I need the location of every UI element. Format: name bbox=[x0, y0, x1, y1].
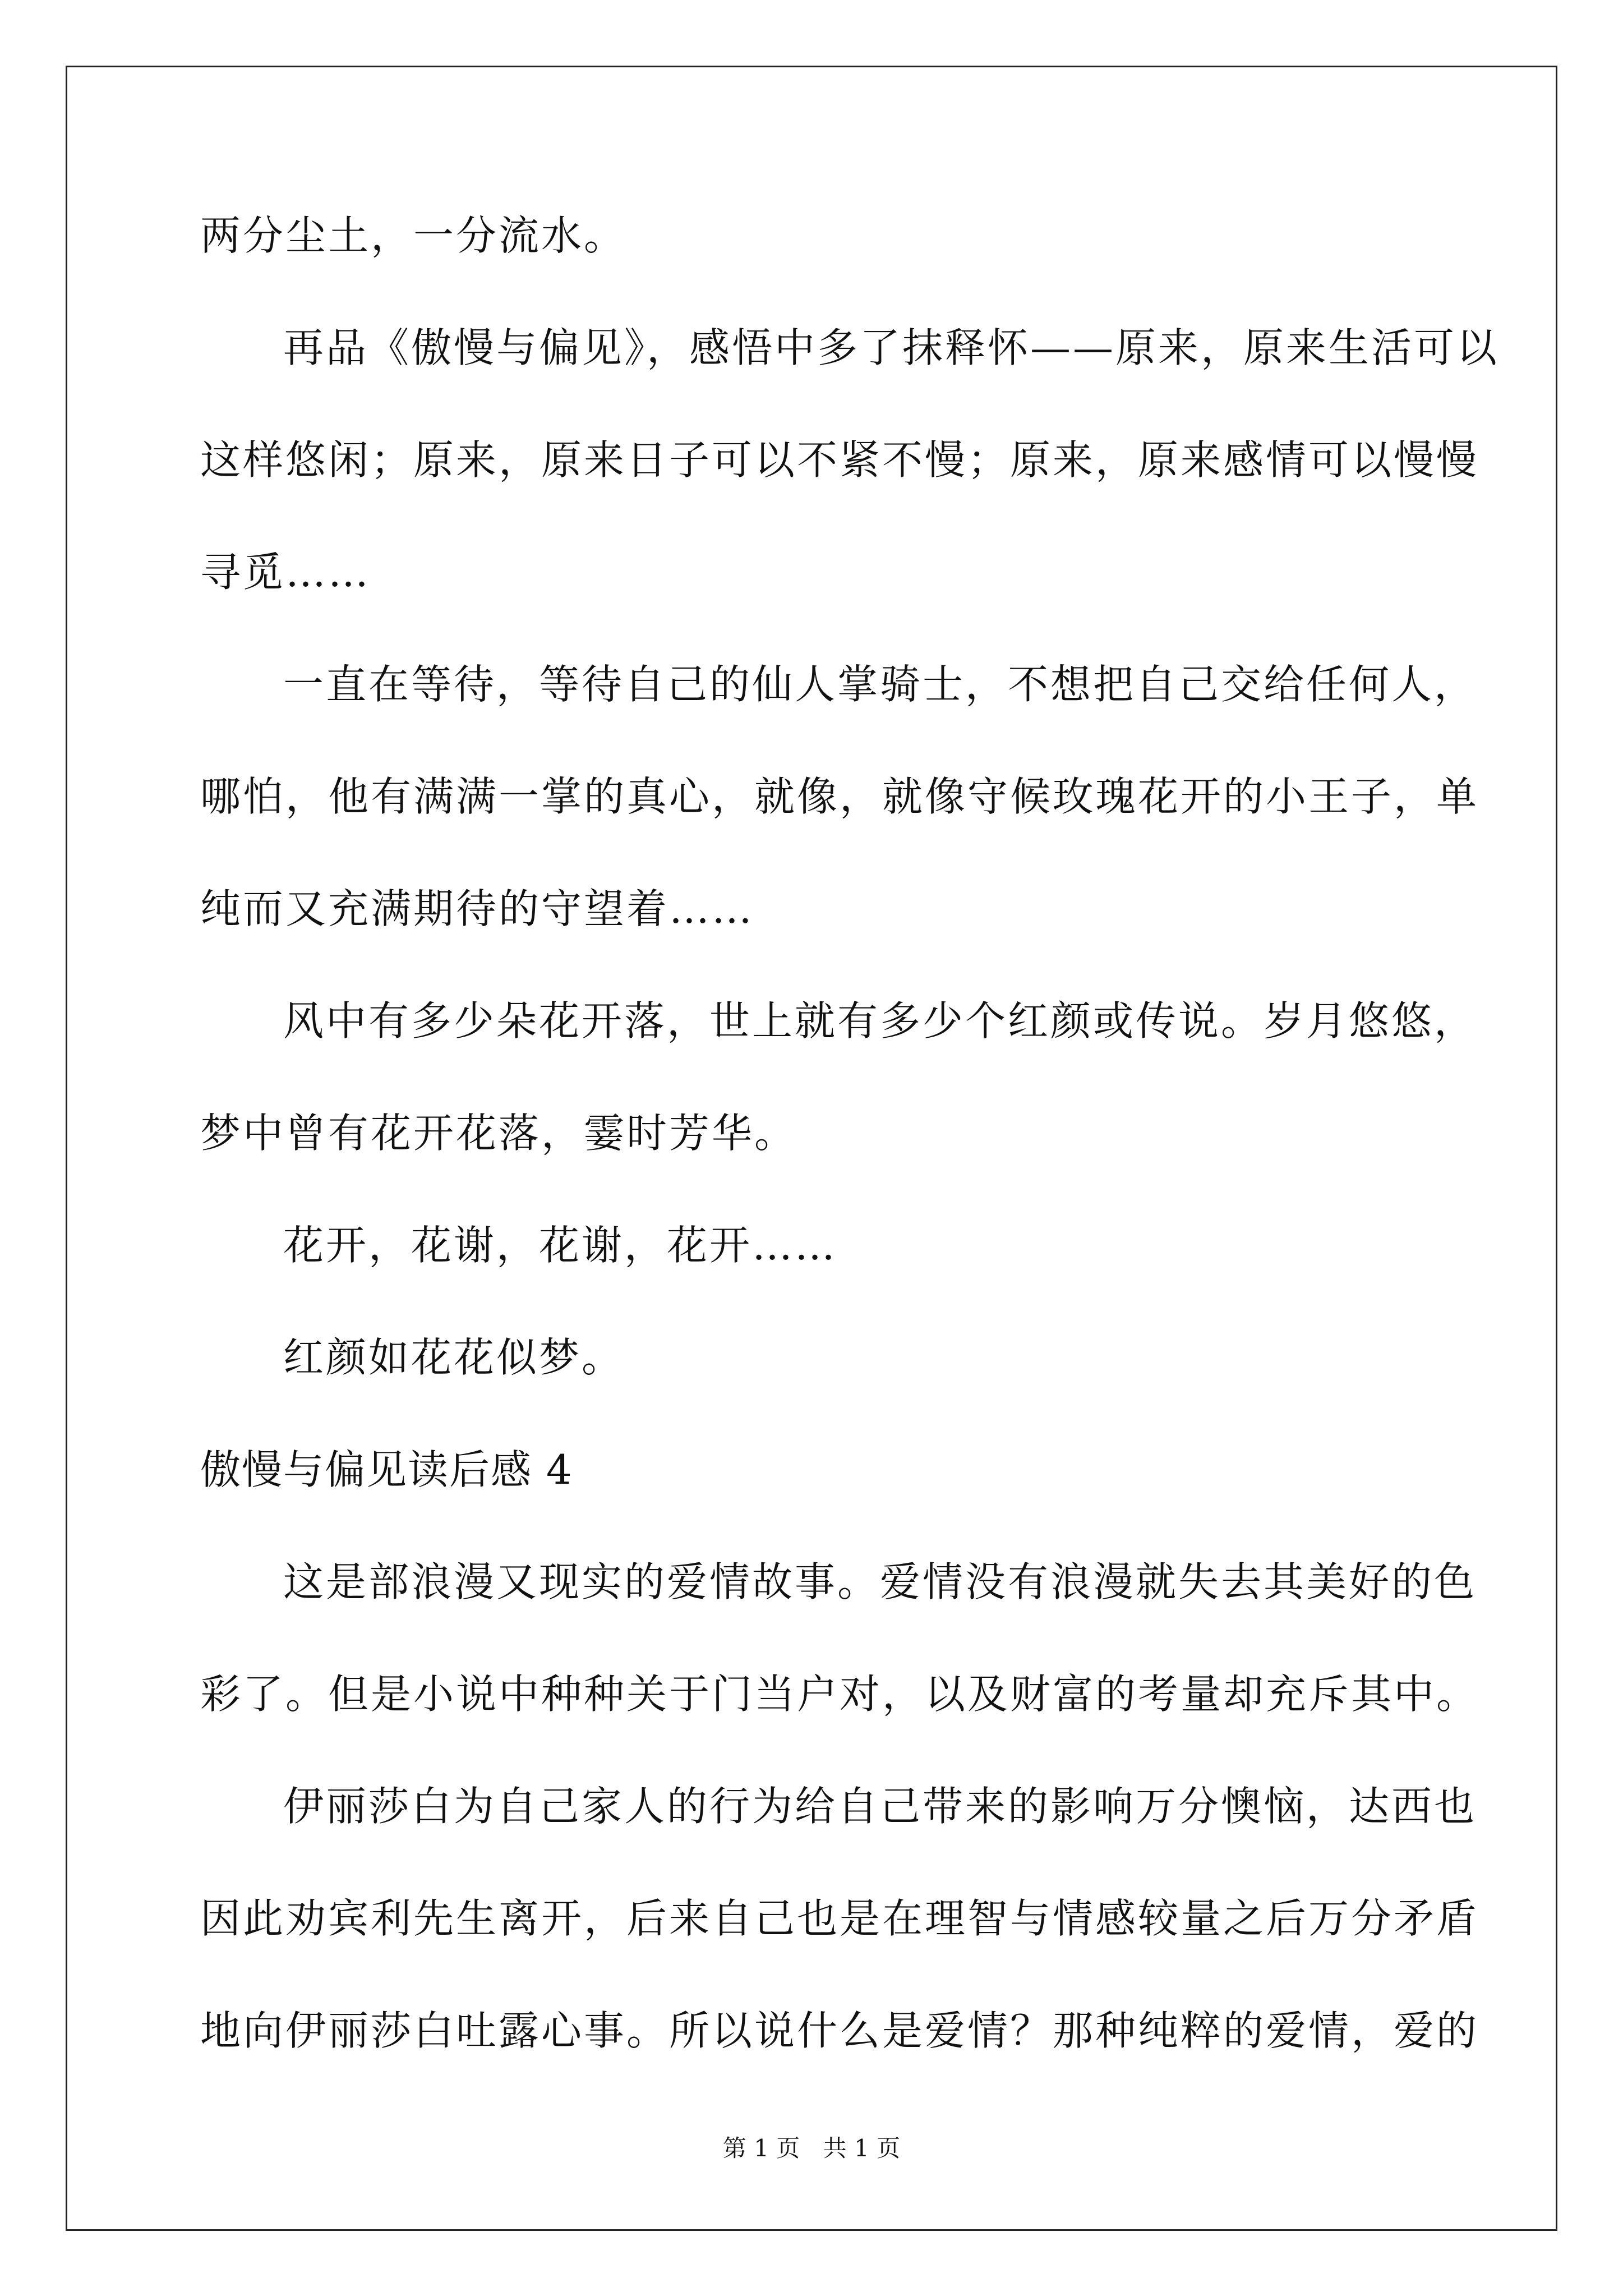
paragraph-line: 寻觅…… bbox=[200, 549, 371, 596]
page-number: 第 1 页 bbox=[722, 2134, 800, 2162]
section-heading: 傲慢与偏见读后感 4 bbox=[200, 1446, 573, 1493]
paragraph-line: 因此劝宾利先生离开，后来自己也是在理智与情感较量之后万分矛盾 bbox=[200, 1895, 1479, 1942]
paragraph-line: 梦中曾有花开花落，霎时芳华。 bbox=[200, 1110, 797, 1157]
paragraph-line: 红颜如花花似梦。 bbox=[283, 1334, 625, 1381]
paragraph-line: 彩了。但是小说中种种关于门当户对，以及财富的考量却充斥其中。 bbox=[200, 1671, 1479, 1718]
paragraph-line: 一直在等待，等待自己的仙人掌骑士，不想把自己交给任何人， bbox=[283, 661, 1477, 708]
paragraph-line: 伊丽莎白为自己家人的行为给自己带来的影响万分懊恼，达西也 bbox=[283, 1783, 1477, 1830]
paragraph-line: 纯而又充满期待的守望着…… bbox=[200, 885, 755, 932]
page-footer bbox=[0, 2132, 1623, 2165]
page-total: 共 1 页 bbox=[823, 2134, 901, 2162]
paragraph-line: 花开，花谢，花谢，花开…… bbox=[283, 1222, 838, 1269]
paragraph-line: 两分尘土，一分流水。 bbox=[200, 212, 627, 259]
paragraph-line: 这样悠闲；原来，原来日子可以不紧不慢；原来，原来感情可以慢慢 bbox=[200, 436, 1479, 484]
paragraph-line: 这是部浪漫又现实的爱情故事。爱情没有浪漫就失去其美好的色 bbox=[283, 1558, 1477, 1605]
paragraph-line: 地向伊丽莎白吐露心事。所以说什么是爱情？那种纯粹的爱情，爱的 bbox=[200, 2007, 1479, 2054]
paragraph-line: 再品《傲慢与偏见》，感悟中多了抹释怀——原来，原来生活可以 bbox=[283, 324, 1500, 371]
paragraph-line: 哪怕，他有满满一掌的真心，就像，就像守候玫瑰花开的小王子，单 bbox=[200, 773, 1479, 820]
paragraph-line: 风中有多少朵花开落，世上就有多少个红颜或传说。岁月悠悠， bbox=[283, 997, 1477, 1045]
